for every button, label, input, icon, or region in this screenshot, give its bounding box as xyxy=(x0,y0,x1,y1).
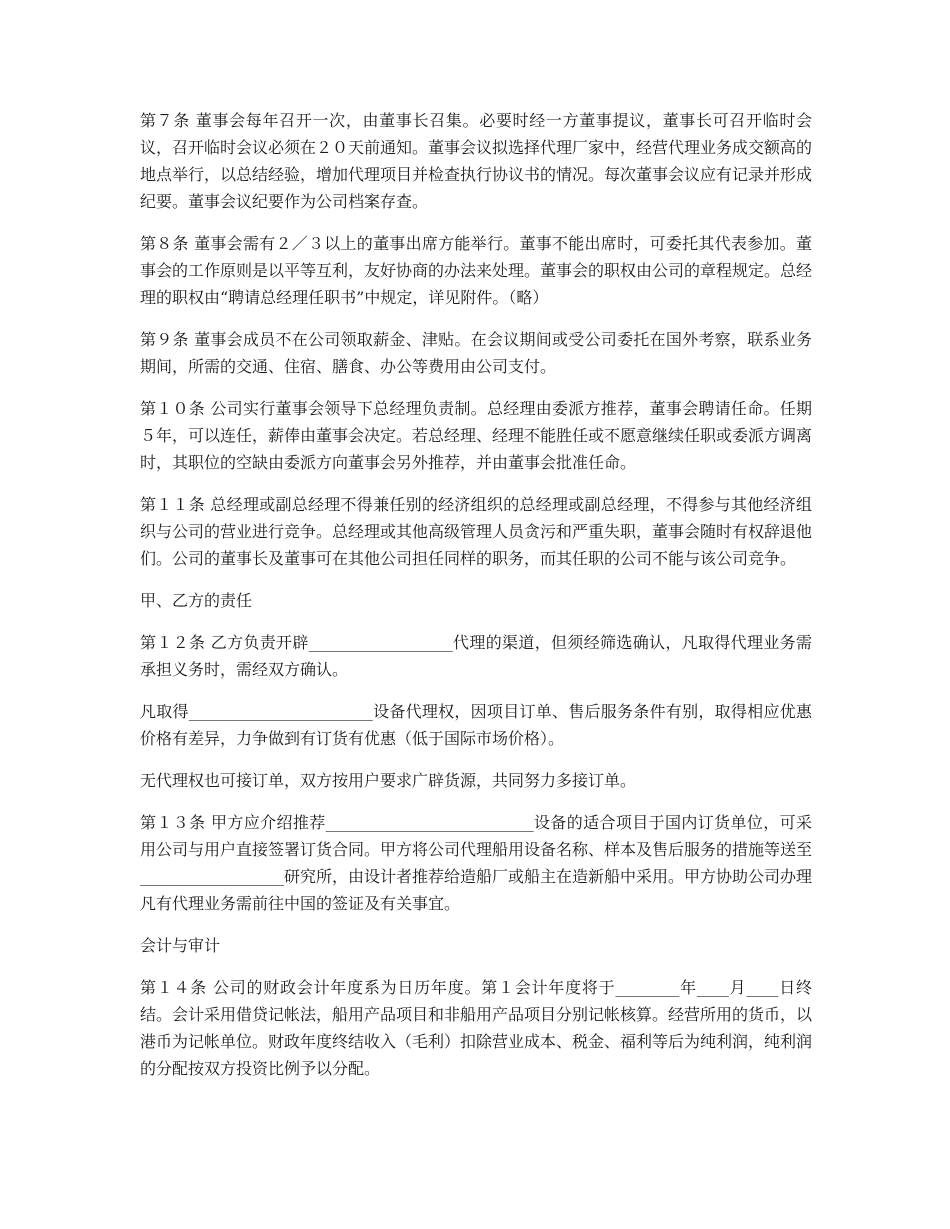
article-9: 第９条 董事会成员不在公司领取薪金、津贴。在会议期间或受公司委托在国外考察，联系业务期间，所需的交通、住宿、膳食、办公等费用由公司支付。 xyxy=(140,330,812,376)
section-heading-responsibilities: 甲、乙方的责任 xyxy=(140,591,253,610)
article-10: 第１０条 公司实行董事会领导下总经理负责制。总经理由委派方推荐，董事会聘请任命。任期５年，可以连任，薪俸由董事会决定。若总经理、经理不能胜任或不愿意继续任职或委派方调离时，其职位的空缺由委派方向董事会另外推荐，并由董事会批准任命。 xyxy=(140,399,813,472)
article-12: 第１２条 乙方负责开辟__________________代理的渠道，但须经筛选确认，凡取得代理业务需承担义务时，需经双方确认。 xyxy=(140,633,812,679)
article-11: 第１１条 总经理或副总经理不得兼任别的经济组织的总经理或副总经理，不得参与其他经济组织与公司的营业进行竞争。总经理或其他高级管理人员贪污和严重失职，董事会随时有权辞退他们。公司的董事长及董事可在其他公司担任同样的职务，而其任职的公司不能与该公司竞争。 xyxy=(140,495,813,568)
section-heading-accounting: 会计与审计 xyxy=(140,936,221,955)
agency-rights-paragraph: 凡取得_______________________设备代理权，因项目订单、售后服务条件有别，取得相应优惠价格有差异，力争做到有订货有优惠（低于国际市场价格）。 xyxy=(140,702,812,748)
article-7: 第７条 董事会每年召开一次，由董事长召集。必要时经一方董事提议，董事长可召开临时会议，召开临时会议必须在２０天前通知。董事会议拟选择代理厂家中，经营代理业务成交额高的地点举行，以总结经验，增加代理项目并检查执行协议书的情况。每次董事会议应有记录并形成纪要。董事会议纪要作为公司档案存查。 xyxy=(140,111,813,211)
orders-paragraph: 无代理权也可接订单，双方按用户要求广辟货源，共同努力多接订单。 xyxy=(140,771,637,790)
article-14: 第１４条 公司的财政会计年度系为日历年度。第１会计年度将于________年____月____日终结。会计采用借贷记帐法，船用产品项目和非船用产品项目分别记帐核算。经营所用的货币，以港币为记帐单位。财政年度终结收入（毛利）扣除营业成本、税金、福利等后为纯利润，纯利润的分配按双方投资比例予以分配。 xyxy=(140,978,813,1078)
article-8: 第８条 董事会需有２／３以上的董事出席方能举行。董事不能出席时，可委托其代表参加。董事会的工作原则是以平等互利，友好协商的办法来处理。董事会的职权由公司的章程规定。总经理的职权由“聘请总经理任职书”中规定，详见附件。（略） xyxy=(140,234,813,307)
article-13: 第１３条 甲方应介绍推荐__________________________设备的适合项目于国内订货单位，可采用公司与用户直接签署订货合同。甲方将公司代理船用设备名称、样本及售后服务的措施等送至__________________研究所，由设计者推荐给造船厂或船主在造新船中采用。甲方协助公司办理凡有代理业务需前往中国的签证及有关事宜。 xyxy=(140,813,813,913)
document-body xyxy=(140,107,812,1097)
